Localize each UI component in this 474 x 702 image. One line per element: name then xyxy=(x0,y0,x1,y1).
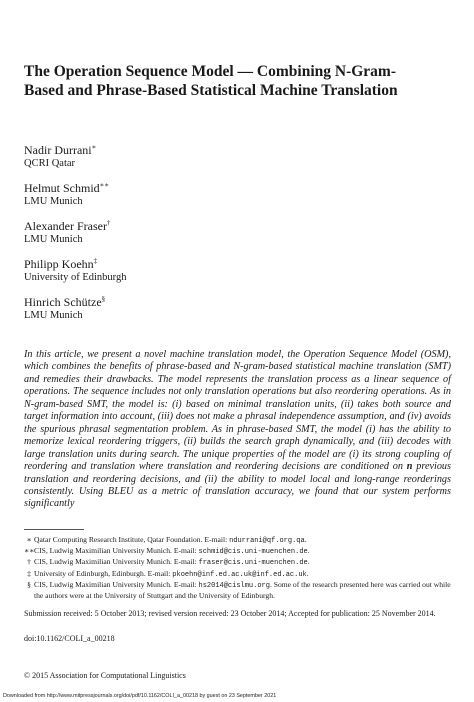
submission-dates: Submission received: 5 October 2013; revised version received: 23 October 2014; Accepted for publication: 25 November 2014. xyxy=(24,609,436,618)
email-address: hs2014@cislmu.org xyxy=(198,581,270,590)
footnote: ‡ University of Edinburgh, Edinburgh. E-mail: pkoehn@inf.ed.ac.uk@inf.ed.ac.uk. xyxy=(27,568,309,579)
download-watermark: Downloaded from http://www.mitpressjournals.org/doi/pdf/10.1162/COLI_a_00218 by guest on 23 September 2021 xyxy=(3,693,277,699)
author-name: Philipp Koehn‡ xyxy=(24,257,98,271)
email-address: ndurrani@qf.org.qa xyxy=(229,537,305,545)
author-block xyxy=(24,295,105,322)
author-name: Alexander Fraser† xyxy=(24,219,111,233)
footnote: † CIS, Ludwig Maximilian University Munich. E-mail: fraser@cis.uni-muenchen.de. xyxy=(27,557,310,568)
author-affiliation: QCRI Qatar xyxy=(24,158,76,169)
author-name: Helmut Schmid∗∗ xyxy=(24,181,110,195)
paper-title: The Operation Sequence Model — Combining N-Gram-Based and Phrase-Based Statistical Machine Translation xyxy=(24,63,398,99)
author-name: Hinrich Schütze§ xyxy=(24,295,106,309)
author-name: Nadir Durrani∗ xyxy=(24,143,97,157)
footnote-mark: ∗∗ xyxy=(99,181,110,189)
author-affiliation: LMU Munich xyxy=(24,310,83,321)
footnote: ∗∗ CIS, Ludwig Maximilian University Munich. E-mail: schmid@cis.uni-muenchen.de. xyxy=(24,546,310,557)
email-address: fraser@cis.uni-muenchen.de xyxy=(198,559,308,568)
footnote-mark: ‡ xyxy=(93,257,98,265)
author-block xyxy=(24,219,110,246)
author-block xyxy=(24,257,126,284)
email-address: pkoehn@inf.ed.ac.uk@inf.ed.ac.uk xyxy=(172,570,307,579)
author-affiliation: LMU Munich xyxy=(24,234,83,245)
abstract-text: In this article, we present a novel machine translation model, the Operation Sequence Model (OSM), which combines the benefits of phrase-based and N-gram-based statistical machine translation (SMT) and remedies their drawbacks. The model represents the translation process as a linear sequence of operations. The sequence includes not only translation operations but also reordering operations. As in N-gram-based SMT, the model is: (i) based on minimal translation units, (ii) takes both source and target information into account, (iii) does not make a phrasal independence assumption, and (iv) avoids the spurious phrasal segmentation problem. As in phrase-based SMT, the model (i) has the ability to memorize lexical reordering triggers, (ii) builds the search graph dynamically, and (iii) decodes with large translation units during search. The unique properties of the model are (i) its strong coupling of reordering and translation where translation and reordering decisions are conditioned on n previous translation and reordering decisions, and (ii) the ability to model local and long-range reorderings consistently. Using BLEU as a metric of translation accuracy, we found that our system performs significantly xyxy=(24,349,451,510)
email-address: schmid@cis.uni-muenchen.de xyxy=(198,548,308,557)
footnotes xyxy=(24,535,451,600)
footnote-mark: § xyxy=(101,295,106,303)
footnote: ∗ Qatar Computing Research Institute, Qatar Foundation. E-mail: ndurrani@qf.org.qa. xyxy=(26,535,307,545)
author-block xyxy=(24,143,96,170)
footnote-divider xyxy=(24,529,84,530)
copyright-notice: © 2015 Association for Computational Linguistics xyxy=(24,671,186,680)
footnote: § CIS, Ludwig Maximilian University Munich. E-mail: hs2014@cislmu.org. Some of the research presented here was carried out while the authors were at the University of Stuttgart and the University of Edinburgh. xyxy=(27,579,451,601)
author-affiliation: University of Edinburgh xyxy=(24,272,127,283)
abstract-variable-n: n xyxy=(406,461,413,473)
doi-link[interactable]: doi:10.1162/COLI_a_00218 xyxy=(24,634,115,643)
author-affiliation: LMU Munich xyxy=(24,196,83,207)
author-block xyxy=(24,181,109,208)
footnote-mark: ∗ xyxy=(91,143,97,151)
footnote-mark: † xyxy=(106,219,111,227)
